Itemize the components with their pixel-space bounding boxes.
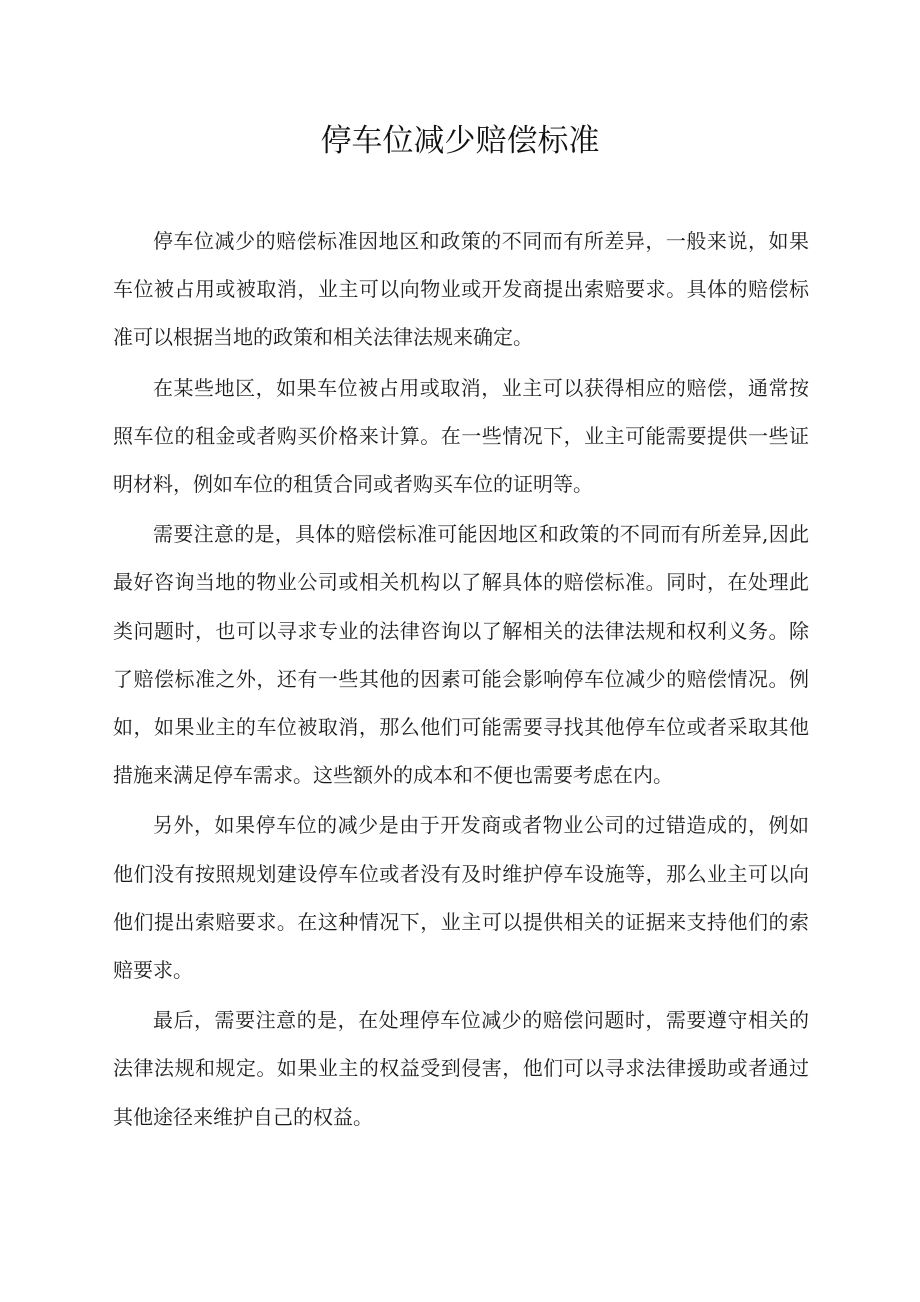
paragraph-3: 需要注意的是，具体的赔偿标准可能因地区和政策的不同而有所差异,因此最好咨询当地的物业公司或相关机构以了解具体的赔偿标准。同时，在处理此类问题时，也可以寻求专业的法律咨询以了解相关的法律法规和权利义务。除了赔偿标准之外，还有一些其他的因素可能会影响停车位减少的赔偿情况。例如，如果业主的车位被取消，那么他们可能需要寻找其他停车位或者采取其他措施来满足停车需求。这些额外的成本和不便也需要考虑在内。: [113, 522, 809, 788]
document-title: 停车位减少赔偿标准: [320, 123, 600, 159]
paragraph-2: 在某些地区，如果车位被占用或取消，业主可以获得相应的赔偿，通常按照车位的租金或者购买价格来计算。在一些情况下，业主可能需要提供一些证明材料，例如车位的租赁合同或者购买车位的证明等。: [113, 375, 809, 497]
document-body: [113, 217, 809, 1143]
paragraph-4: 另外，如果停车位的减少是由于开发商或者物业公司的过错造成的，例如他们没有按照规划建设停车位或者没有及时维护停车设施等，那么业主可以向他们提出索赔要求。在这种情况下，业主可以提供相关的证据来支持他们的索赔要求。: [113, 813, 809, 983]
paragraph-1: 停车位减少的赔偿标准因地区和政策的不同而有所差异，一般来说，如果车位被占用或被取消，业主可以向物业或开发商提出索赔要求。具体的赔偿标准可以根据当地的政策和相关法律法规来确定。: [113, 229, 809, 350]
paragraph-5: 最后，需要注意的是，在处理停车位减少的赔偿问题时，需要遵守相关的法律法规和规定。如果业主的权益受到侵害，他们可以寻求法律援助或者通过其他途径来维护自己的权益。: [113, 1008, 809, 1129]
